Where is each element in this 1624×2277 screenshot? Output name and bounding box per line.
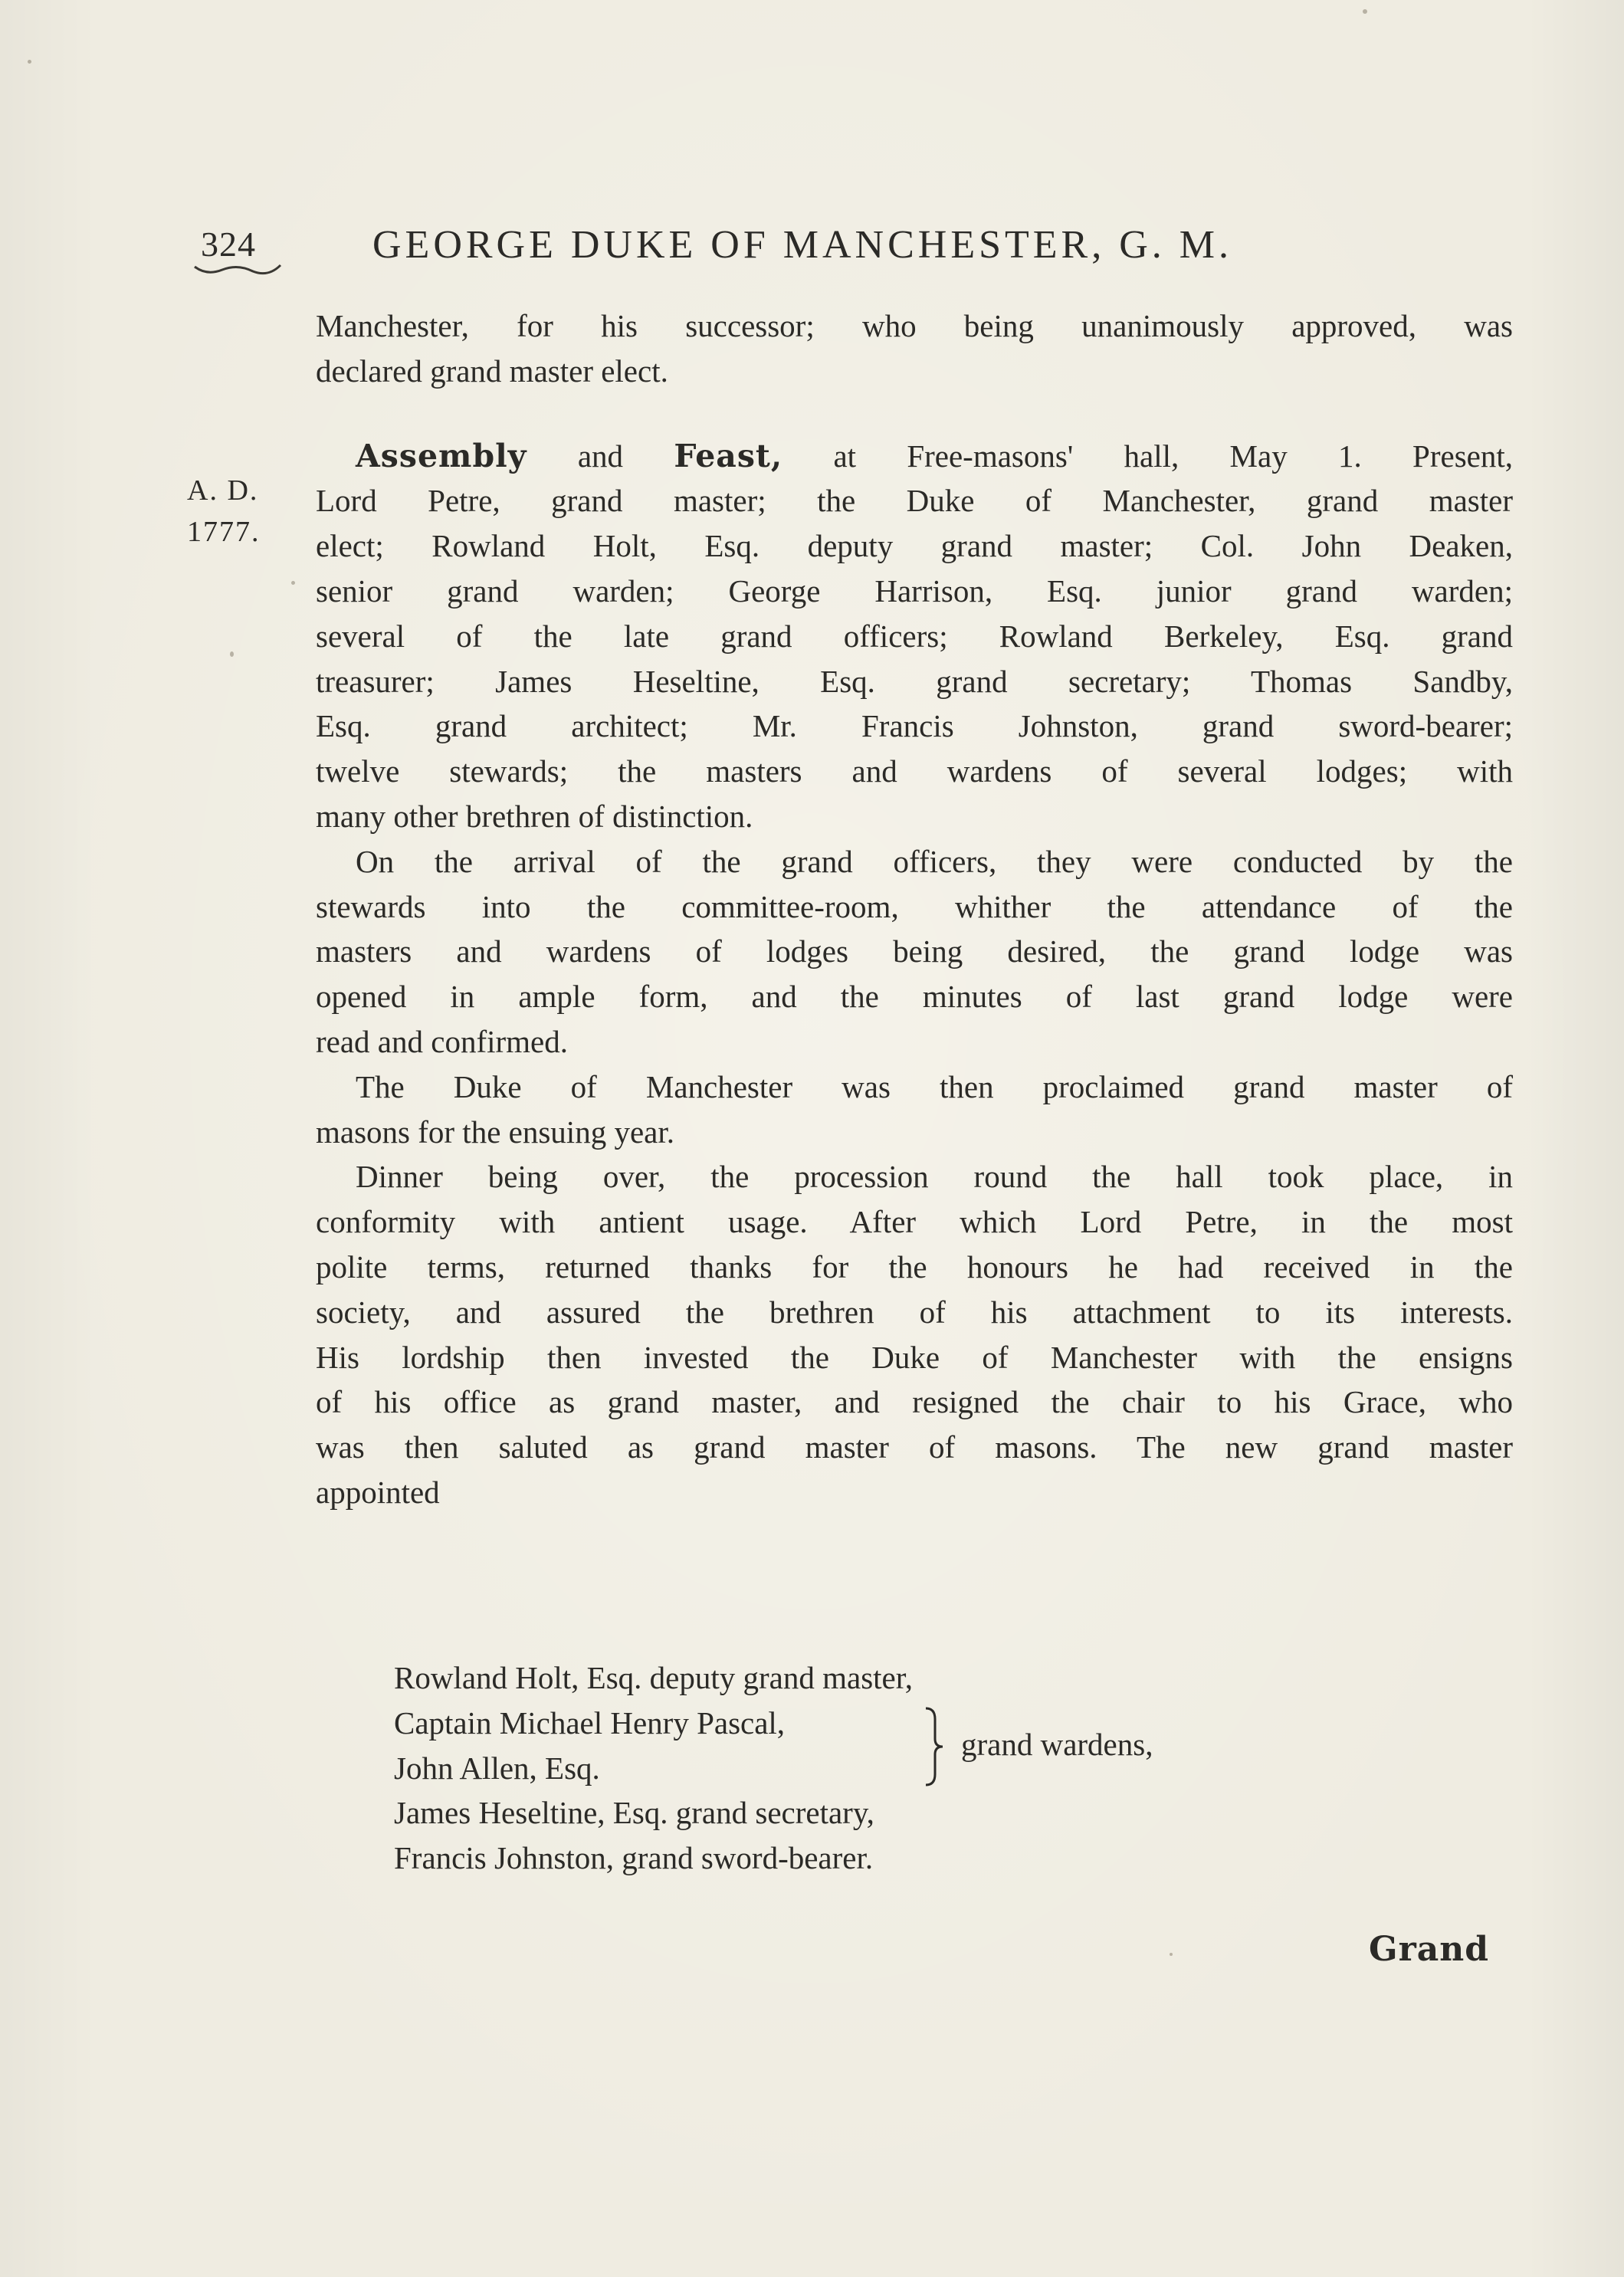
text-line: Manchester, for his successor; who being unanimously approved, was bbox=[316, 308, 1513, 343]
text-line: was then saluted as grand master of masons. The new grand master bbox=[316, 1429, 1513, 1465]
text-line: Lord Petre, grand master; the Duke of Manchester, grand master bbox=[316, 483, 1513, 519]
text-line: The Duke of Manchester was then proclaimed grand master of bbox=[356, 1068, 1513, 1104]
text-line: masons for the ensuing year. bbox=[316, 1114, 674, 1150]
page-number: 324 bbox=[201, 225, 256, 264]
paragraph-heading-line bbox=[316, 434, 1513, 479]
paper-speck bbox=[230, 651, 234, 657]
brace-icon bbox=[923, 1705, 946, 1788]
text-line: His lordship then invested the Duke of Manchester with the ensigns bbox=[316, 1339, 1513, 1375]
text-line: conformity with antient usage. After which Lord Petre, in the most bbox=[316, 1204, 1513, 1240]
text-line: several of the late grand officers; Rowland Berkeley, Esq. grand bbox=[316, 618, 1513, 654]
text-line: read and confirmed. bbox=[316, 1023, 568, 1059]
text-line: declared grand master elect. bbox=[316, 353, 668, 389]
appointment-sword-bearer: Francis Johnston, grand sword-bearer. bbox=[394, 1840, 874, 1876]
text-line: society, and assured the brethren of his attachment to its interests. bbox=[316, 1294, 1513, 1330]
heading-feast: Feast, bbox=[674, 437, 783, 474]
heading-and: and bbox=[527, 438, 674, 474]
page-number-flourish bbox=[192, 261, 284, 279]
margin-year-label: A. D. bbox=[187, 474, 259, 507]
appointment-warden: John Allen, Esq. bbox=[394, 1750, 600, 1786]
text-line: senior grand warden; George Harrison, Esq. junior grand warden; bbox=[316, 573, 1513, 609]
appointment-warden: Captain Michael Henry Pascal, bbox=[394, 1704, 786, 1741]
appointment-deputy: Rowland Holt, Esq. deputy grand master, bbox=[394, 1660, 914, 1695]
appointment-secretary: James Heseltine, Esq. grand secretary, bbox=[394, 1795, 874, 1831]
heading-assembly: Assembly bbox=[356, 437, 527, 474]
wardens-group bbox=[394, 1701, 1153, 1791]
paper-speck bbox=[291, 581, 295, 585]
text-line: twelve stewards; the masters and wardens of several lodges; with bbox=[316, 753, 1513, 789]
text-line: Dinner being over, the procession round the hall took place, in bbox=[356, 1159, 1513, 1195]
text-line: On the arrival of the grand officers, they were conducted by the bbox=[356, 843, 1513, 879]
paper-speck bbox=[1170, 1953, 1173, 1956]
paragraph-gap bbox=[316, 394, 1513, 434]
paper-speck bbox=[28, 60, 31, 64]
text-line: Esq. grand architect; Mr. Francis Johnston, grand sword-bearer; bbox=[316, 708, 1513, 744]
text-line: masters and wardens of lodges being desired, the grand lodge was bbox=[316, 933, 1513, 970]
heading-rest: at Free-masons' hall, May 1. Present, bbox=[782, 438, 1514, 474]
margin-year: 1777. bbox=[187, 516, 261, 548]
text-line: many other brethren of distinction. bbox=[316, 798, 753, 834]
text-line: of his office as grand master, and resigned the chair to his Grace, who bbox=[316, 1384, 1513, 1420]
text-line: treasurer; James Heseltine, Esq. grand secretary; Thomas Sandby, bbox=[316, 663, 1513, 699]
text-line: stewards into the committee-room, whither the attendance of the bbox=[316, 888, 1513, 924]
appointments-list bbox=[394, 1655, 1153, 1881]
wardens-role: grand wardens, bbox=[961, 1726, 1153, 1762]
catchword: Grand bbox=[1369, 1930, 1490, 1969]
text-line: appointed bbox=[316, 1474, 440, 1510]
text-line: opened in ample form, and the minutes of last grand lodge were bbox=[316, 979, 1513, 1015]
text-line: polite terms, returned thanks for the honours he had received in the bbox=[316, 1248, 1513, 1285]
paper-speck bbox=[1363, 9, 1367, 14]
running-head: GEORGE DUKE OF MANCHESTER, G. M. bbox=[372, 223, 1233, 267]
body-text bbox=[316, 303, 1513, 1515]
text-line: elect; Rowland Holt, Esq. deputy grand master; Col. John Deaken, bbox=[316, 528, 1513, 564]
